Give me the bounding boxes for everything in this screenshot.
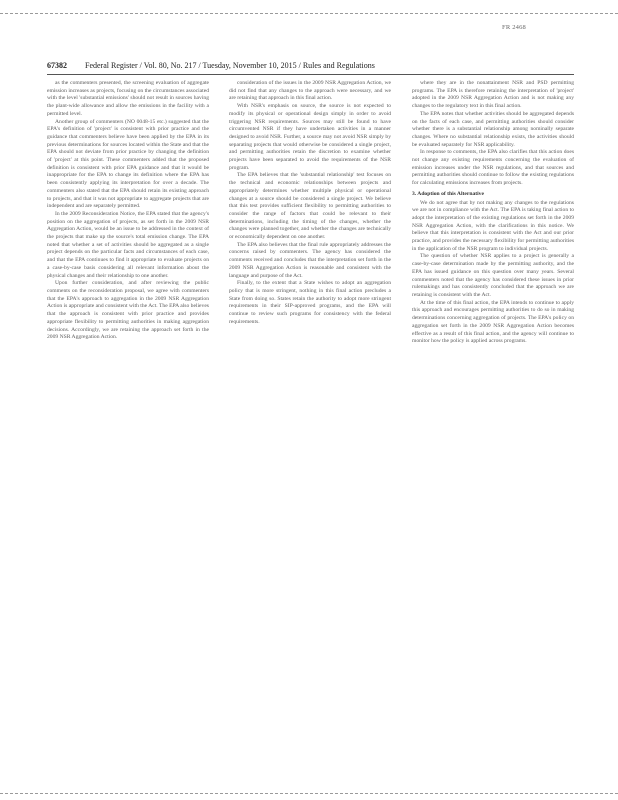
bottom-dashed-border: [0, 793, 618, 794]
section-heading: 3. Adoption of this Alternative: [412, 190, 484, 197]
paragraph: The EPA believes that the 'substantial relationship' test focuses on the technical and economic relationships between projects and appropriately determines whether multiple physical or operational changes at a source should be considered a single project. We believe that this test provides sufficient flexibility to permitting authorities to consider the range of factors that could be relevant to their determinations, including the timing of the changes, whether the changes were planned together, and whether the changes are technically or economically dependent on one another.: [229, 172, 391, 241]
paragraph: where they are in the nonattainment NSR and PSD permitting programs. The EPA is therefore retaining the interpretation of 'project' adopted in the 2009 NSR Aggregation Action and is not making any changes to the regulatory text in this final action.: [412, 80, 574, 110]
paragraph: Upon further consideration, and after reviewing the public comments on the reconsideration proposal, we agree with commenters that the EPA's approach to aggregation in the 2009 NSR Aggregation Action is appropriate and consistent with the Act. The EPA also believes that the approach is consistent with prior practice and provides appropriate flexibility to permitting authorities in making aggregation decisions. Accordingly, we are retaining the approach set forth in the 2009 NSR Aggregation Action.: [47, 280, 209, 341]
paragraph: The question of whether NSR applies to a project is generally a case-by-case determination made by the permitting authority, and the EPA has issued guidance on this question over many years. Several commenters noted that the agency has considered these issues in prior rulemakings and has consistently concluded that the approach we are retaining is consistent with the Act.: [412, 253, 574, 298]
paragraph: The EPA also believes that the final rule appropriately addresses the concerns raised by commenters. The agency has considered the comments received and concludes that the interpretation set forth in the 2009 NSR Aggregation Action is reasonable and consistent with the language and purpose of the Act.: [229, 241, 391, 279]
document-id: FR 2468: [502, 24, 526, 31]
text-column-1: [47, 80, 209, 772]
paragraph: With NSR's emphasis on source, the source is not expected to modify its physical or operational design simply in order to avoid triggering NSR requirements. Sources may still be found to have circumvented NSR if they have undertaken activities in a manner designed to avoid NSR. Further, a source may not avoid NSR simply by separating projects that would otherwise be considered a single project, and permitting authorities retain the discretion to examine whether projects have been separated to avoid the requirements of the NSR program.: [229, 103, 391, 171]
page-header: [47, 61, 574, 75]
page-number: 67382: [47, 61, 67, 70]
paragraph: In response to comments, the EPA also clarifies that this action does not change any existing requirements concerning the evaluation of emission increases under the NSR regulations, and that sources and permitting authorities should continue to follow the existing regulations for calculating emissions increases from projects.: [412, 149, 574, 187]
paragraph: At the time of this final action, the EPA intends to continue to apply this approach and encourages permitting authorities to do so in making determinations concerning aggregation of projects. The EPA's policy on aggregation set forth in the 2009 NSR Aggregation Action becomes effective as a result of this final action, and the agency will continue to monitor how the policy is applied across programs.: [412, 299, 574, 345]
paragraph: In the 2009 Reconsideration Notice, the EPA stated that the agency's position on the aggregation of projects, as set forth in the 2009 NSR Aggregation Action, would be an issue to be addressed in the context of the projects that make up the source's total emission change. The EPA noted that whether a set of activities should be aggregated as a single project depends on the particular facts and circumstances of each case, and that the EPA continues to find it appropriate to evaluate projects on a case-by-case basis considering all relevant information about the physical changes and their relationship to one another.: [47, 210, 209, 279]
publication-line: Federal Register / Vol. 80, No. 217 / Tuesday, November 10, 2015 / Rules and Regulations: [85, 61, 375, 70]
paragraph: consideration of the issues in the 2009 NSR Aggregation Action, we did not find that any changes to the approach were necessary, and we are retaining that approach in this final action.: [229, 80, 391, 102]
paragraph: Another group of commenters (NO 0048-15 etc.) suggested that the EPA's definition of 'project' is consistent with prior practice and the guidance that commenters believe have been applied by the EPA in its previous determinations for sources located within the State and that the EPA should not deviate from prior practice by changing the definition of 'project' at this point. These commenters added that the proposed definition is consistent with prior EPA guidance and that it would be inappropriate for the EPA to change its definition where the EPA has been consistently applying its interpretation for over a decade. The commenters also stated that the EPA should retain its existing approach to projects, and that it was not appropriate to aggregate projects that are independent and are separately permitted.: [47, 118, 209, 210]
paragraph: We do not agree that by not making any changes to the regulations we are not in compliance with the Act. The EPA is taking final action to adopt the interpretation of the existing regulations set forth in the 2009 NSR Aggregation Action, with the clarifications in this notice. We believe that this interpretation is consistent with the Act and our prior practice, and provides the necessary flexibility for permitting authorities in the application of the NSR program to individual projects.: [412, 199, 574, 252]
text-column-3: [412, 80, 574, 772]
paragraph: The EPA notes that whether activities should be aggregated depends on the facts of each case, and permitting authorities should consider whether there is a substantial relationship among nominally separate changes. Where no substantial relationship exists, the activities should be evaluated separately for NSR applicability.: [412, 110, 574, 148]
text-column-2: [229, 80, 391, 772]
top-dashed-border: [0, 13, 618, 14]
paragraph: as the commenters presented, the screening evaluation of aggregate emission increases as projects, focusing on the circumstances associated with the level 'substantial emissions' should not result in sources having the plant-wide allowance and allow the emissions in the facility with a permitted level.: [47, 80, 209, 117]
paragraph: Finally, to the extent that a State wishes to adopt an aggregation policy that is more stringent, nothing in this final action precludes a State from doing so. States retain the authority to adopt more stringent requirements in their SIP-approved programs, and the EPA will continue to review such programs for consistency with the federal requirements.: [229, 280, 391, 325]
